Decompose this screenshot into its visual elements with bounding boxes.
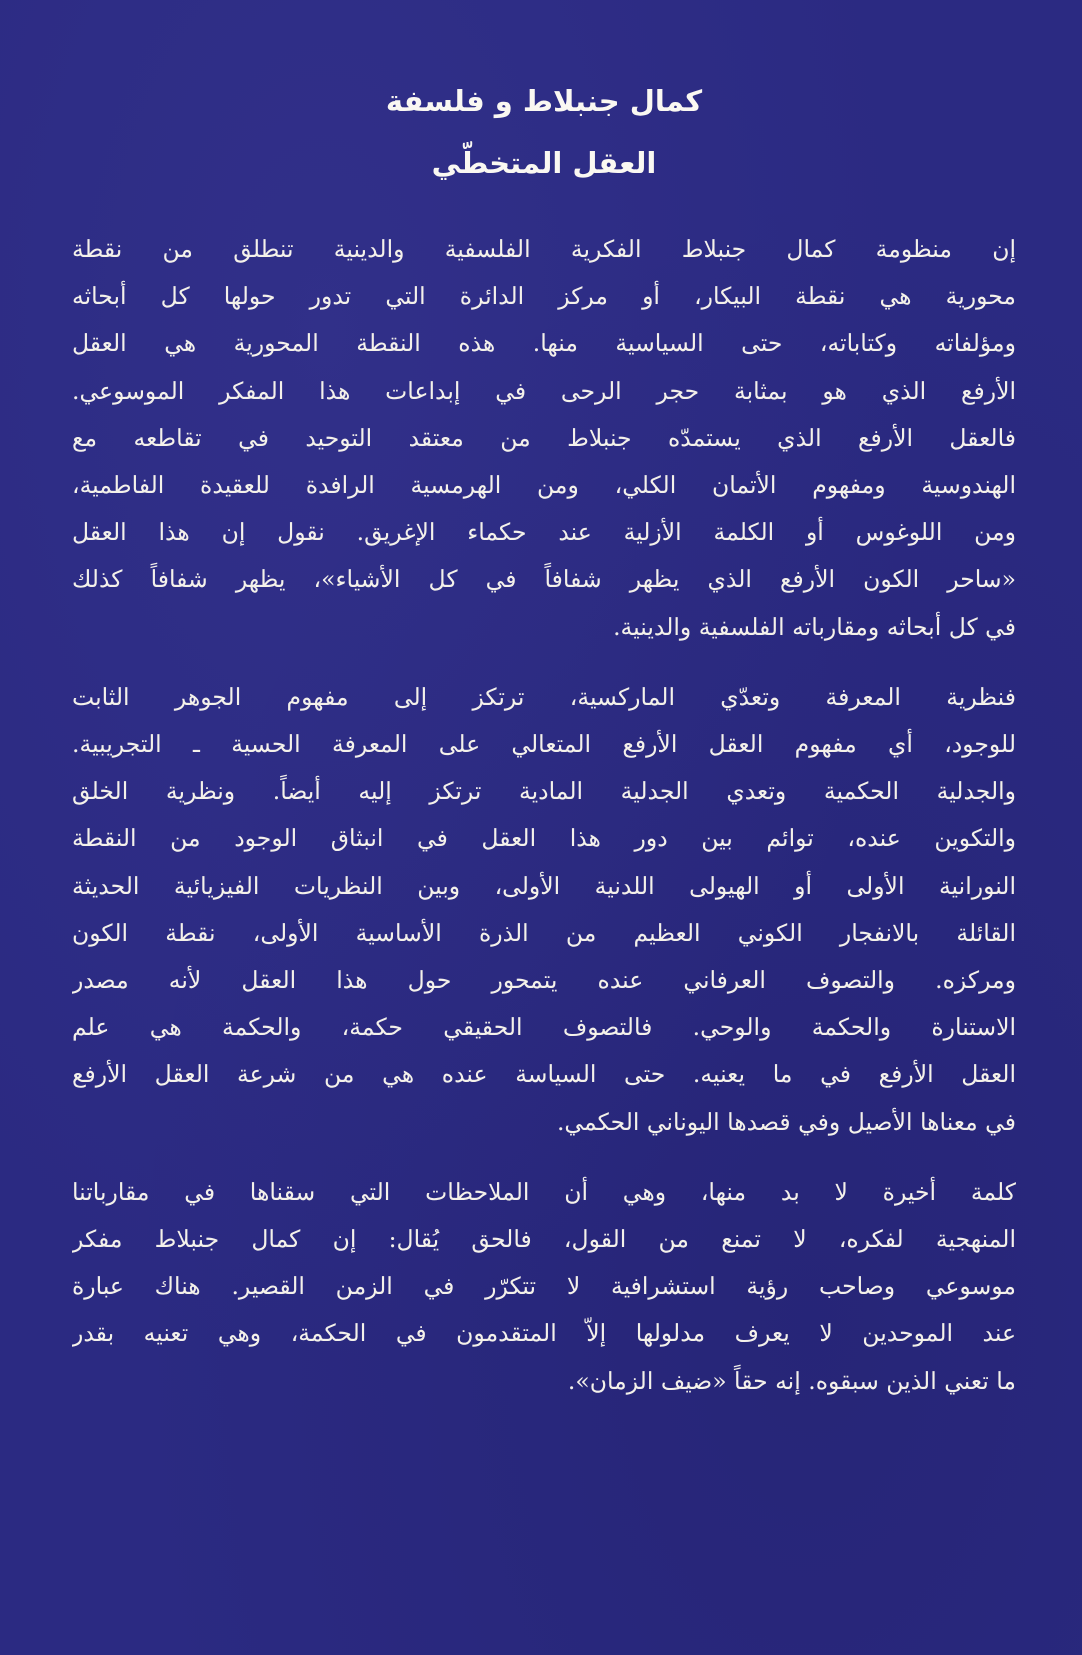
text-line: الأرفع الذي هو بمثابة حجر الرحى في إبداعات هذا المفكر الموسوعي. [72,376,1016,405]
text-line: عند الموحدين لا يعرف مدلولها إلاّ المتقدمون في الحكمة، وهي تعنيه بقدر [72,1319,1016,1348]
text-line: في معناها الأصيل وفي قصدها اليوناني الحكمي. [556,1107,1016,1136]
text-line: ومركزه. والتصوف العرفاني عنده يتمحور حول هذا العقل لأنه مصدر [72,966,1016,995]
text-line: للوجود، أي مفهوم العقل الأرفع المتعالي على المعرفة الحسية ـ التجريبية. [72,730,1016,759]
text-line: موسوعي وصاحب رؤية استشرافية لا تتكرّر في الزمن القصير. هناك عبارة [72,1272,1016,1301]
text-line: الاستنارة والحكمة والوحي. فالتصوف الحقيقي حكمة، والحكمة هي علم [72,1013,1016,1042]
text-line: والتكوين عنده، توائم بين دور هذا العقل في انبثاق الوجود من النقطة [72,824,1016,853]
text-line: القائلة بالانفجار الكوني العظيم من الذرة الأساسية الأولى، نقطة الكون [72,918,1016,947]
text-line: «ساحر الكون الأرفع الذي يظهر شفافاً في كل الأشياء»، يظهر شفافاً كذلك [72,565,1016,594]
text-line: النورانية الأولى أو الهيولى اللدنية الأولى، وبين النظريات الفيزيائية الحديثة [72,871,1016,900]
text-line: ومؤلفاته وكتاباته، حتى السياسية منها. هذه النقطة المحورية هي العقل [72,329,1016,358]
text-line: الهندوسية ومفهوم الأتمان الكلي، ومن الهرمسية الرافدة للعقيدة الفاطمية، [72,471,1016,500]
paragraph-3 [72,1169,1016,1405]
text-line: المنهجية لفكره، لا تمنع من القول، فالحق يُقال: إن كمال جنبلاط مفكر [72,1225,1016,1254]
text-line: إن منظومة كمال جنبلاط الفكرية الفلسفية والدينية تنطلق من نقطة [72,235,1016,263]
text-line: ما تعني الذين سبقوه. إنه حقاً «ضيف الزمان». [567,1366,1016,1395]
text-line: محورية هي نقطة البيكار، أو مركز الدائرة التي تدور حولها كل أبحاثه [72,282,1016,311]
text-line: فالعقل الأرفع الذي يستمدّه جنبلاط من معتقد التوحيد في تقاطعه مع [72,423,1016,452]
text-line: والجدلية الحكمية وتعدي الجدلية المادية ترتكز إليه أيضاً. ونظرية الخلق [72,777,1016,806]
title-line-1: كمال جنبلاط و فلسفة [385,84,703,118]
title-block [72,70,1016,194]
title-line-2: العقل المتخطّي [431,146,657,180]
text-line: ومن اللوغوس أو الكلمة الأزلية عند حكماء الإغريق. نقول إن هذا العقل [72,518,1016,547]
paragraph-2 [72,674,1016,1146]
text-line: كلمة أخيرة لا بد منها، وهي أن الملاحظات التي سقناها في مقارباتنا [72,1177,1016,1206]
paragraph-1 [72,226,1016,651]
text-line: العقل الأرفع في ما يعنيه. حتى السياسة عنده هي من شرعة العقل الأرفع [72,1060,1016,1089]
text-line: فنظرية المعرفة وتعدّي الماركسية، ترتكز إلى مفهوم الجوهر الثابت [72,682,1016,711]
text-line: في كل أبحاثه ومقارباته الفلسفية والدينية. [613,612,1016,641]
